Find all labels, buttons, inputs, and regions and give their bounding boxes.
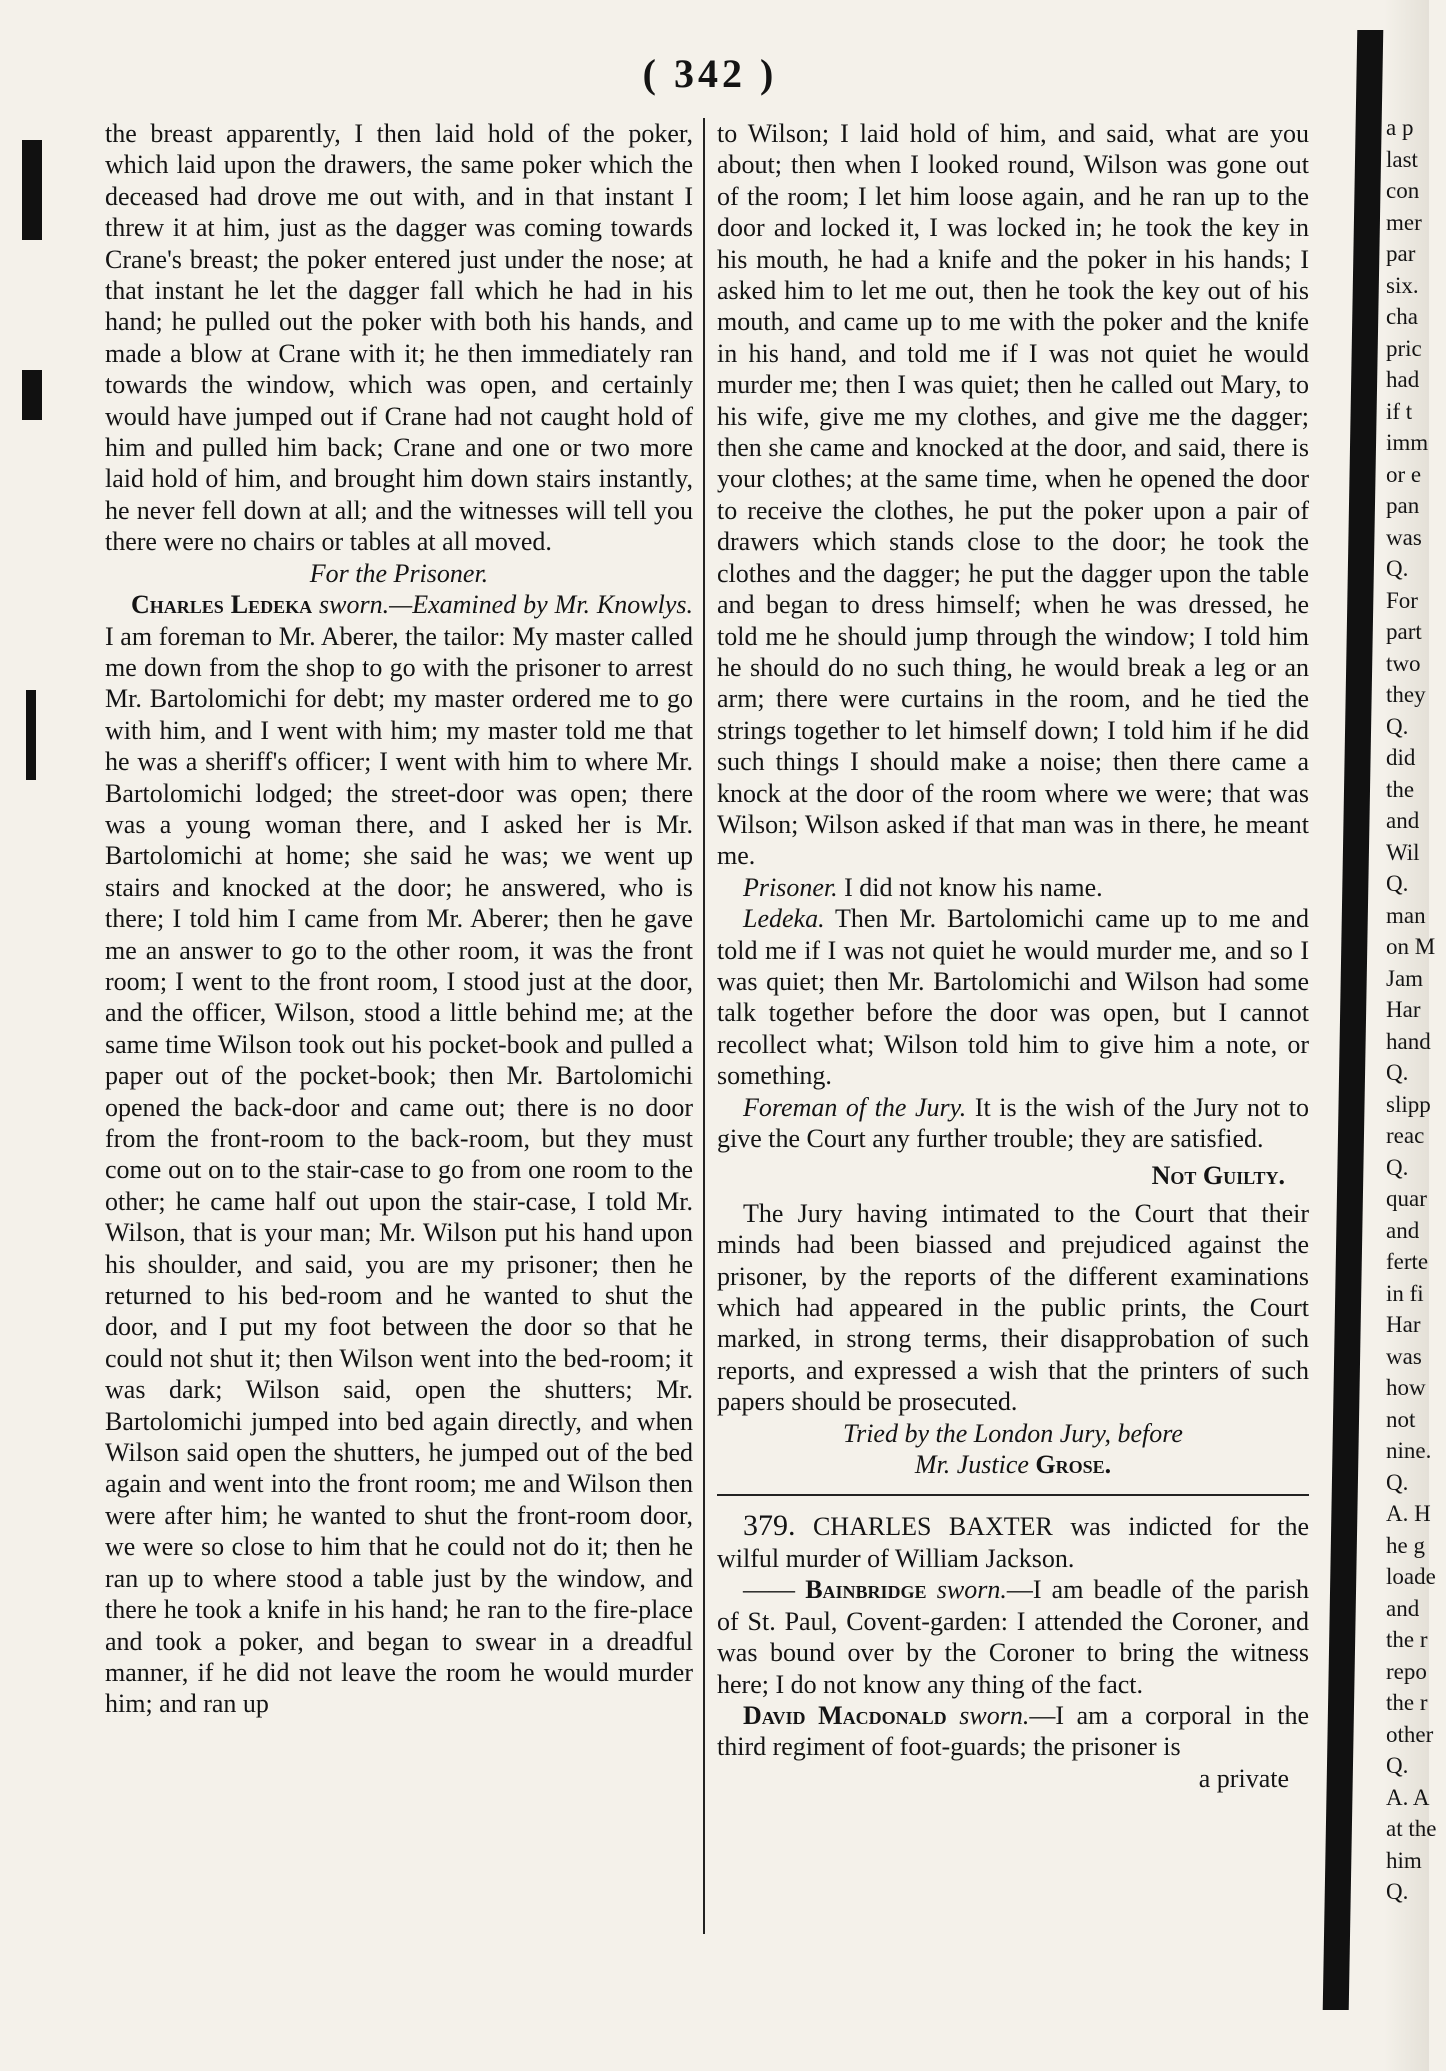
case-separator: [717, 1494, 1309, 1496]
testimony-text: —I am a corporal in the third regiment of foot-guards; the prisoner is: [717, 1700, 1310, 1762]
speaker-label: Prisoner.: [743, 872, 838, 902]
speaker-label: Ledeka.: [743, 904, 825, 934]
foreman-paragraph: [717, 1092, 1309, 1155]
speaker-text: Then Mr. Bartolomichi came up to me and told me if I was not quiet he would murder me, and so I was quiet; then Mr. Bartolomichi and Wilson had some talk together before the door was open, but I cannot recollect what; Wilson told him to give him a note, or something.: [717, 904, 1309, 1091]
witness-sworn: sworn.: [936, 1575, 1007, 1605]
paragraph: the breast apparently, I then laid hold of the poker, which laid upon the drawers, the same poker which the deceased had drove me out with, and in that instant I threw it at him, just as the dagger was coming towards Crane's breast; the poker entered just under the nose; at that instant he let the dagger fall which he had in his hand; he pulled out the poker with both his hands, and made a blow at Crane with it; he then immediately ran towards the window, which was open, and certainly would have jumped out if Crane had not caught hold of him and pulled him back; Crane and one or two more laid hold of him, and brought him down stairs instantly, he never fell down at all; and the witnesses will tell you there were no chairs or tables at all moved.: [105, 119, 693, 557]
witness-sworn: sworn.: [959, 1700, 1030, 1730]
section-heading: For the Prisoner.: [309, 558, 489, 588]
speaker-text: It is the wish of the Jury not to give the Court any further trouble; they are satisfied.: [717, 1092, 1309, 1153]
witness-name: Bainbridge: [805, 1575, 927, 1605]
judge-title: Mr. Justice: [914, 1450, 1029, 1480]
ledeka-paragraph: [717, 903, 1309, 1091]
column-divider: [703, 118, 705, 1934]
judge-name: Grose.: [1035, 1450, 1112, 1480]
witness-sworn: sworn.—Examined by Mr. Knowlys.: [319, 590, 693, 620]
bainbridge-paragraph: [717, 1574, 1309, 1700]
speaker-label: Foreman of the Jury.: [743, 1092, 967, 1122]
dash: ——: [743, 1575, 795, 1605]
page-number: ( 342 ): [642, 51, 778, 96]
margin-ink-mark: [26, 690, 36, 780]
prisoner-line: [717, 872, 1309, 903]
case-title: CHARLES BAXTER was indicted for the wilful murder of William Jackson.: [717, 1512, 1309, 1573]
paragraph: to Wilson; I laid hold of him, and said, what are you about; then when I looked round, Wilson was gone out of the room; I let him loose again, and he ran up to the door and locked it, I was locked in; he took the key in his mouth, he had a knife and the poker in his hands; I asked him to let me out, then he took the key out of his mouth, and came up to me with the poker and the knife in his hand, and told me if I was not quiet he would murder me; then I was quiet; then he called out Mary, to his wife, give me my clothes, and give me the dagger; then she came and knocked at the door, and said, there is your clothes; at the same time, when he opened the door to receive the clothes, he put the poker upon a pair of drawers which stands close to the door; he took the clothes and the dagger; he put the dagger upon the table and began to dress himself; when he was dressed, he told me he should jump through the window; I told him he should do no such thing, he would break a leg or an arm; there were curtains in the room, and he tied the strings together to let himself down; I told him if he did such things I should make a noise; then there came a knock at the door of the room where we were; that was Wilson; Wilson asked if that man was in there, he meant me.: [717, 119, 1309, 871]
testimony-text: —I am beadle of the parish of St. Paul, Covent-garden: I attended the Coroner, and was bound over by the Coroner to bring the witness here; I do not know any thing of the fact.: [717, 1575, 1309, 1699]
verdict: Not Guilty.: [1151, 1161, 1285, 1191]
macdonald-paragraph: [717, 1700, 1309, 1763]
witness-name: Charles Ledeka: [131, 590, 313, 620]
facing-page-edge-text: a p last con mer par six. cha pric had if t imm or e pan was Q. For part two they Q. did the and Wil Q. man on M Jam Har hand Q. slipp reac Q. quar and ferte in fi Har was how not nine. Q. A. H he g loade and the r repo the r other Q. A. A at the him Q.: [1386, 115, 1437, 1904]
judge-line: [717, 1449, 1309, 1480]
speaker-text: I did not know his name.: [837, 872, 1103, 902]
tried-by-line: Tried by the London Jury, before: [843, 1418, 1183, 1448]
margin-ink-mark: [22, 370, 42, 420]
catchword: a private: [1198, 1763, 1289, 1793]
jury-paragraph: The Jury having intimated to the Court that their minds had been biassed and prejudiced against the prisoner, by the reports of the different examinations which had appeared in the public prints, the Court marked, in strong terms, their disapprobation of such reports, and expressed a wish that the printers of such papers should be prosecuted.: [717, 1198, 1309, 1417]
case-heading: [717, 1510, 1309, 1574]
margin-ink-mark: [22, 140, 42, 240]
testimony-paragraph: [105, 589, 693, 1720]
left-column: [105, 118, 693, 1720]
right-column: [717, 118, 1309, 1794]
testimony-text: I am foreman to Mr. Aberer, the tailor: My master called me down from the shop to go with the prisoner to arrest Mr. Bartolomichi for debt; my master ordered me to go with him, and I went with him; my master told me that he was a sheriff's officer; I went with him to where Mr. Bartolomichi lodged; the street-door was open; there was a young woman there, and I asked her is Mr. Bartolomichi at home; she said he was; we went up stairs and knocked at the door; he answered, who is there; I told him I came from Mr. Aberer; then he gave me an answer to go to the other room, it was the front room; I went to the front room, I stood just at the door, and the officer, Wilson, stood a little behind me; at the same time Wilson took out his pocket-book and pulled a paper out of the pocket-book; then Mr. Bartolomichi opened the back-door and came out; there is no door from the front-room to the back-room, but they must come out on to the stair-case to go from one room to the other; he came half out upon the stair-case, I told Mr. Wilson, that is your man; Mr. Wilson put his hand upon his shoulder, and said, you are my prisoner; then he returned to his bed-room and he wanted to shut the door, and I put my foot between the door so that he could not shut it; then Wilson went into the bed-room; it was dark; Wilson said, open the shutters; Mr. Bartolomichi jumped into bed again directly, and when Wilson said open the shutters, he jumped out of the bed again and went into the front room; me and Wilson then were after him; he wanted to shut the front-room door, we were so close to him that he could not do it; then he ran up to where stood a table just by the window, and there he took a knife in his hand; he ran to the fire-place and took a poker, and began to swear in a dreadful manner, if he did not leave the room he would murder him; and ran up: [105, 621, 693, 1719]
witness-name: David Macdonald: [743, 1700, 947, 1730]
case-number: 379.: [743, 1509, 796, 1543]
